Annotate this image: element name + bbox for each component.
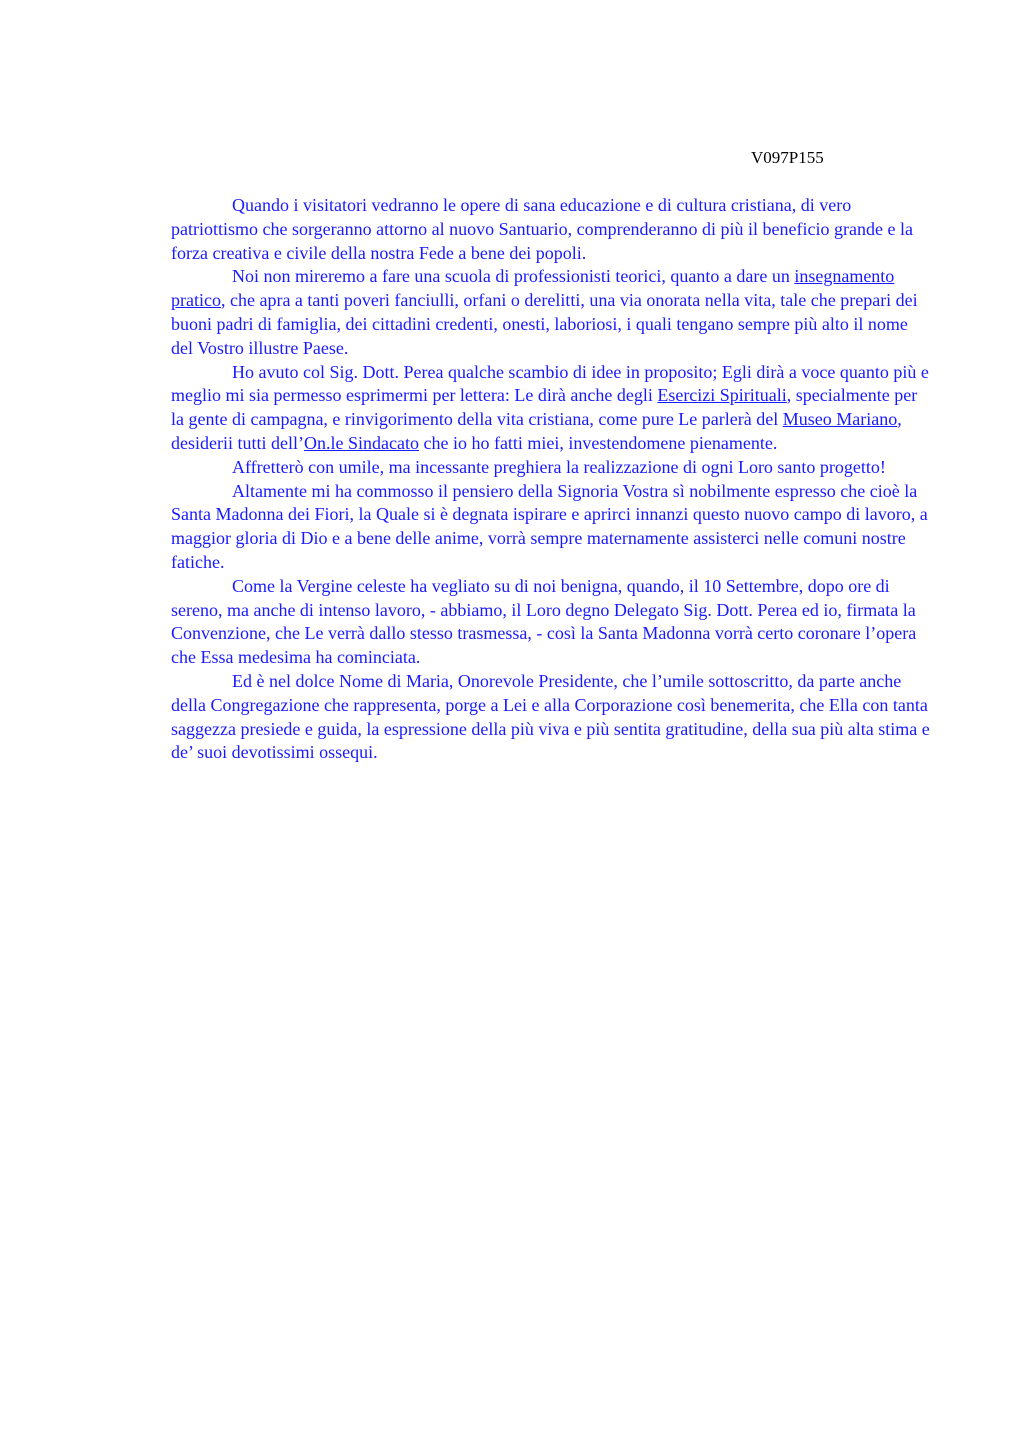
underlined-onle-sindacato: On.le Sindacato — [303, 432, 419, 453]
paragraph-6: Come la Vergine celeste ha vegliato su di noi benigna, quando, il 10 Settembre, dopo ore di sereno, ma anche di intenso lavoro, - abbiamo, il Loro degno Delegato Sig. Dott. Perea ed io, firmata la Convenzione, che Le verrà dallo stesso trasmessa, - così la Santa Madonna vorrà certo coronare l’opera che Essa medesima ha cominciata. — [171, 575, 917, 668]
paragraph-2-text-a: Noi non mireremo a fare una scuola di professionisti teorici, quanto a dare un — [232, 266, 795, 287]
paragraph-3-text-a: Ho avuto col Sig. Dott. Perea qualche scambio di idee in proposito; Egli dirà a voce quanto più e meglio mi sia permesso esprimermi per lettera: Le dirà anche degli — [171, 361, 929, 406]
underlined-esercizi-spirituali: Esercizi Spirituali — [657, 385, 787, 406]
page-reference: V097P155 — [751, 148, 824, 167]
paragraph-3-text-b: , specialmente per la gente di campagna, e rinvigorimento della vita cristiana, come pure Le parlerà del — [171, 385, 918, 430]
paragraph-2 — [171, 265, 931, 360]
paragraph-7: Ed è nel dolce Nome di Maria, Onorevole Presidente, che l’umile sottoscritto, da parte anche della Congregazione che rappresenta, porge a Lei e alla Corporazione così benemerita, che Ella con tanta saggezza presiede e guida, la espressione della più viva e più sentita gratitudine, della sua più alta stima e de’ suoi devotissimi ossequi. — [171, 670, 930, 763]
letter-body — [171, 194, 931, 765]
paragraph-3 — [171, 361, 931, 456]
paragraph-2-text-b: , che apra a tanti poveri fanciulli, orfani o derelitti, una via onorata nella vita, tale che prepari dei buoni padri di famiglia, dei cittadini credenti, onesti, laboriosi, i quali tengano sempre più alto il nome del Vostro illustre Paese. — [171, 290, 918, 358]
underlined-insegnamento-pratico: insegnamento pratico — [171, 266, 895, 311]
paragraph-3-text-d: che io ho fatti miei, investendomene pienamente. — [418, 432, 778, 453]
underlined-museo-mariano: Museo Mariano — [782, 409, 898, 430]
paragraph-3-text-c: , desiderii tutti dell’ — [171, 409, 902, 453]
paragraph-5: Altamente mi ha commosso il pensiero della Signoria Vostra sì nobilmente espresso che cioè la Santa Madonna dei Fiori, la Quale si è degnata ispirare e aprirci innanzi questo nuovo campo di lavoro, a maggior gloria di Dio e a bene delle anime, vorrà sempre maternamente assisterci nelle comuni nostre fatiche. — [171, 480, 928, 572]
paragraph-4: Affretterò con umile, ma incessante preghiera la realizzazione di ogni Loro santo progetto! — [232, 456, 886, 477]
paragraph-1: Quando i visitatori vedranno le opere di sana educazione e di cultura cristiana, di vero patriottismo che sorgeranno attorno al nuovo Santuario, comprenderanno di più il beneficio grande e la forza creativa e civile della nostra Fede a bene dei popoli. — [171, 195, 913, 263]
